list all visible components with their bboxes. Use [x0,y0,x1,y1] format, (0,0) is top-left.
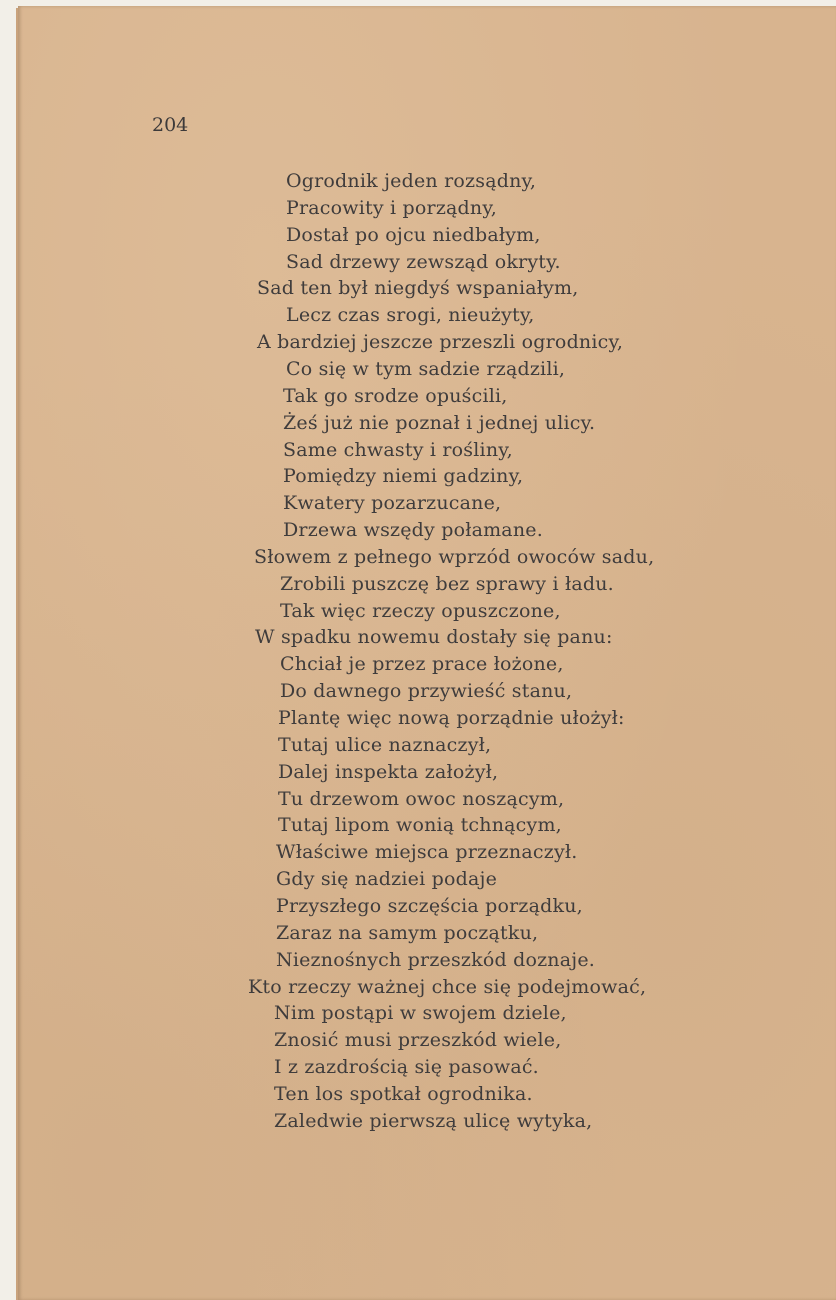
poem-line: Dostał po ojcu niedbałym, [286,223,541,246]
poem-line: Ten los spotkał ogrodnika. [274,1082,533,1105]
poem-line: Tu drzewom owoc noszącym, [278,787,565,810]
poem-line: Chciał je przez prace łożone, [280,653,564,676]
poem-line: Dalej inspekta założył, [278,760,499,783]
poem-line: Tak go srodze opuścili, [283,384,508,407]
poem-line: W spadku nowemu dostały się panu: [255,626,613,649]
poem-line: Ogrodnik jeden rozsądny, [286,170,537,192]
poem-line: Pracowity i porządny, [286,196,498,219]
poem-line: Nim postąpi w swojem dziele, [274,1002,567,1025]
poem-line: Gdy się nadziei podaje [276,868,498,891]
poem-line: Same chwasty i rośliny, [283,438,513,461]
poem-line: I z zazdrością się pasować. [274,1056,539,1079]
poem-line: Plantę więc nową porządnie ułożył: [278,707,625,729]
poem-line: Słowem z pełnego wprzód owoców sadu, [254,545,655,568]
poem-line: Właściwe miejsca przeznaczył. [276,841,578,864]
poem-line: A bardziej jeszcze przeszli ogrodnicy, [257,331,624,354]
poem-line: Przyszłego szczęścia porządku, [276,894,583,917]
poem-line: Tak więc rzeczy opuszczone, [280,599,561,622]
poem-line: Pomiędzy niemi gadziny, [283,465,524,488]
poem-line: Drzewa wszędy połamane. [283,519,543,542]
poem-line: Sad ten był niegdyś wspaniałym, [257,277,579,300]
poem-line: Sad drzewy zewsząd okryty. [286,250,561,273]
poem-line: Kto rzeczy ważnej chce się podejmować, [248,975,647,998]
poem-line: Tutaj lipom wonią tchnącym, [278,814,562,837]
poem-line: Kwatery pozarzucane, [283,492,502,515]
page-number: 204 [152,114,189,136]
poem-line: Zaraz na samym początku, [276,921,539,944]
poem-line: Zaledwie pierwszą ulicę wytyka, [274,1109,593,1132]
poem-line: Tutaj ulice naznaczył, [278,733,492,756]
poem-line: Znosić musi przeszkód wiele, [274,1029,562,1052]
poem-line: Zrobili puszczę bez sprawy i ładu. [280,572,614,595]
poem-line: Nieznośnych przeszkód doznaje. [276,948,596,971]
poem-line: Co się w tym sadzie rządzili, [286,357,566,380]
poem-line: Do dawnego przywieść stanu, [280,680,573,703]
poem-line: Żeś już nie poznał i jednej ulicy. [283,411,596,434]
poem-line: Lecz czas srogi, nieużyty, [286,304,535,327]
